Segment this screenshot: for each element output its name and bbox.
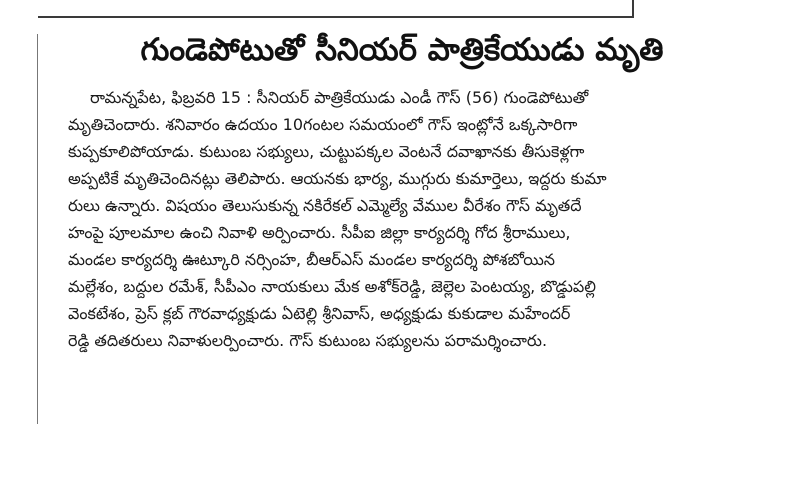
body-line: మృతిచెందారు. శనివారం ఉదయం 10గంటల సమయంలో గౌస్ ఇంట్లోనే ఒక్కసారిగా [68, 115, 578, 134]
body-line: కుప్పకూలిపోయాడు. కుటుంబ సభ్యులు, చుట్టుపక్కల వెంటనే దవాఖానకు తీసుకెళ్లగా [68, 142, 585, 161]
body-line: రులు ఉన్నారు. విషయం తెలుసుకున్న నకిరేకల్ ఎమ్మెల్యే వేముల వీరేశం గౌస్ మృతదే [68, 196, 582, 215]
body-line: వెంకటేశం, ప్రెస్ క్లబ్ గౌరవాధ్యక్షుడు ఏటెల్లి శ్రీనివాస్, అధ్యక్షుడు కుకుడాల మహేందర్ [68, 304, 571, 323]
body-line: రెడ్డి తదితరులు నివాళులర్పించారు. గౌస్ కుటుంబ సభ్యులను పరామర్శించారు. [68, 331, 548, 350]
body-line: మండల కార్యదర్శి ఊట్కూరి నర్సింహ, బీఆర్ఎస్ మండల కార్యదర్శి పోశబోయిన [68, 250, 556, 269]
body-line: హంపై పూలమాల ఉంచి నివాళి అర్పించారు. సీపీఐ జిల్లా కార్యదర్శి గోద శ్రీరాములు, [68, 223, 571, 242]
body-line: రామన్నపేట, ఫిబ్రవరి 15 : సీనియర్ పాత్రికేయుడు ఎండీ గౌస్ (56) గుండెపోటుతో [90, 88, 589, 107]
left-column-rule [37, 34, 38, 424]
body-line: మల్లేశం, బద్దుల రమేశ్, సీపీఎం నాయకులు మేక అశోక్‌రెడ్డి, జెల్లెల పెంటయ్య, బొడ్డుపల్లి [68, 277, 597, 296]
top-column-rule [38, 16, 634, 18]
article-headline: గుండెపోటుతో సీనియర్ పాత్రికేయుడు మృతి [140, 32, 664, 68]
body-line: అప్పటికే మృతిచెందినట్లు తెలిపారు. ఆయనకు భార్య, ముగ్గురు కుమార్తెలు, ఇద్దరు కుమా [68, 169, 607, 188]
column-divider-top [632, 0, 634, 17]
article-body [68, 84, 736, 354]
